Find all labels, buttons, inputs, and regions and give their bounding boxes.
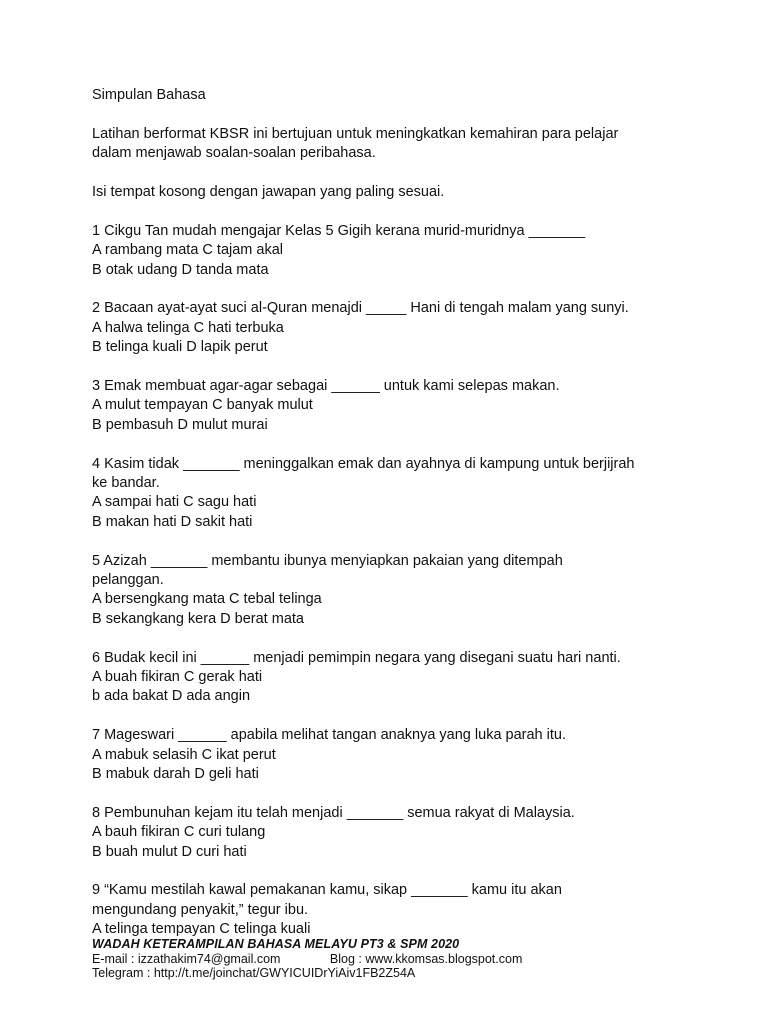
question-text: 1 Cikgu Tan mudah mengajar Kelas 5 Gigih kerana murid-muridnya _______ — [92, 222, 586, 239]
question-option: A halwa telinga C hati terbuka — [92, 319, 284, 336]
question-option: B sekangkang kera D berat mata — [92, 610, 304, 627]
footer-telegram: Telegram : http://t.me/joinchat/GWYICUIDrYiAiv1FB2Z54A — [92, 966, 416, 980]
document-title: Simpulan Bahasa — [92, 87, 206, 103]
question-4 — [92, 455, 692, 533]
spacer — [92, 629, 692, 648]
question-text-continued: pelanggan. — [92, 572, 164, 589]
question-text: 6 Budak kecil ini ______ menjadi pemimpin negara yang disegani suatu hari nanti. — [92, 649, 621, 666]
spacer — [92, 202, 692, 221]
question-text-continued: mengundang penyakit,” tegur ibu. — [92, 901, 309, 918]
question-3 — [92, 377, 692, 435]
question-8 — [92, 804, 692, 862]
spacer — [92, 784, 692, 803]
footer-title: WADAH KETERAMPILAN BAHASA MELAYU PT3 & SPM 2020 — [92, 937, 460, 951]
question-option: B otak udang D tanda mata — [92, 261, 269, 278]
spacer — [92, 164, 692, 183]
question-option: A mabuk selasih C ikat perut — [92, 746, 276, 763]
question-7 — [92, 726, 692, 784]
instruction-text: Isi tempat kosong dengan jawapan yang paling sesuai. — [92, 184, 445, 200]
footer-email: E-mail : izzathakim74@gmail.com — [92, 952, 281, 966]
intro-line: Latihan berformat KBSR ini bertujuan untuk meningkatkan kemahiran para pelajar — [92, 125, 619, 142]
question-5 — [92, 552, 692, 630]
footer-contact-row — [92, 952, 692, 966]
document-body — [92, 86, 692, 940]
spacer — [92, 532, 692, 551]
question-option: B makan hati D sakit hati — [92, 513, 253, 530]
question-2 — [92, 299, 692, 357]
question-option: A bersengkang mata C tebal telinga — [92, 591, 322, 608]
footer-blog: Blog : www.kkomsas.blogspot.com — [329, 952, 523, 966]
spacer — [92, 105, 692, 124]
question-1 — [92, 222, 692, 280]
question-text: 8 Pembunuhan kejam itu telah menjadi _______ semua rakyat di Malaysia. — [92, 804, 575, 821]
question-option: A telinga tempayan C telinga kuali — [92, 921, 311, 938]
question-text: 7 Mageswari ______ apabila melihat tangan anaknya yang luka parah itu. — [92, 727, 566, 744]
question-option: A bauh fikiran C curi tulang — [92, 824, 266, 841]
question-option: B telinga kuali D lapik perut — [92, 339, 268, 356]
question-6 — [92, 649, 692, 707]
question-option: A mulut tempayan C banyak mulut — [92, 397, 313, 414]
question-text-continued: ke bandar. — [92, 475, 160, 492]
question-option: A rambang mata C tajam akal — [92, 242, 284, 259]
question-option: A sampai hati C sagu hati — [92, 494, 257, 511]
page-footer — [92, 937, 692, 980]
spacer — [92, 280, 692, 299]
spacer — [92, 862, 692, 881]
question-option: b ada bakat D ada angin — [92, 688, 251, 705]
spacer — [92, 358, 692, 377]
question-text: 9 “Kamu mestilah kawal pemakanan kamu, sikap _______ kamu itu akan — [92, 882, 562, 899]
intro-paragraph — [92, 125, 692, 164]
question-text: 5 Azizah _______ membantu ibunya menyiapkan pakaian yang ditempah — [92, 552, 563, 569]
question-option: A buah fikiran C gerak hati — [92, 669, 263, 686]
spacer — [92, 435, 692, 454]
intro-line: dalam menjawab soalan-soalan peribahasa. — [92, 145, 376, 162]
question-text: 3 Emak membuat agar-agar sebagai ______ untuk kami selepas makan. — [92, 378, 560, 395]
spacer — [92, 707, 692, 726]
question-option: B mabuk darah D geli hati — [92, 766, 259, 783]
question-text: 2 Bacaan ayat-ayat suci al-Quran menajdi _____ Hani di tengah malam yang sunyi. — [92, 300, 629, 317]
question-option: B pembasuh D mulut murai — [92, 416, 268, 433]
question-9 — [92, 881, 692, 939]
question-option: B buah mulut D curi hati — [92, 843, 247, 860]
question-text: 4 Kasim tidak _______ meninggalkan emak dan ayahnya di kampung untuk berjijrah — [92, 455, 635, 472]
